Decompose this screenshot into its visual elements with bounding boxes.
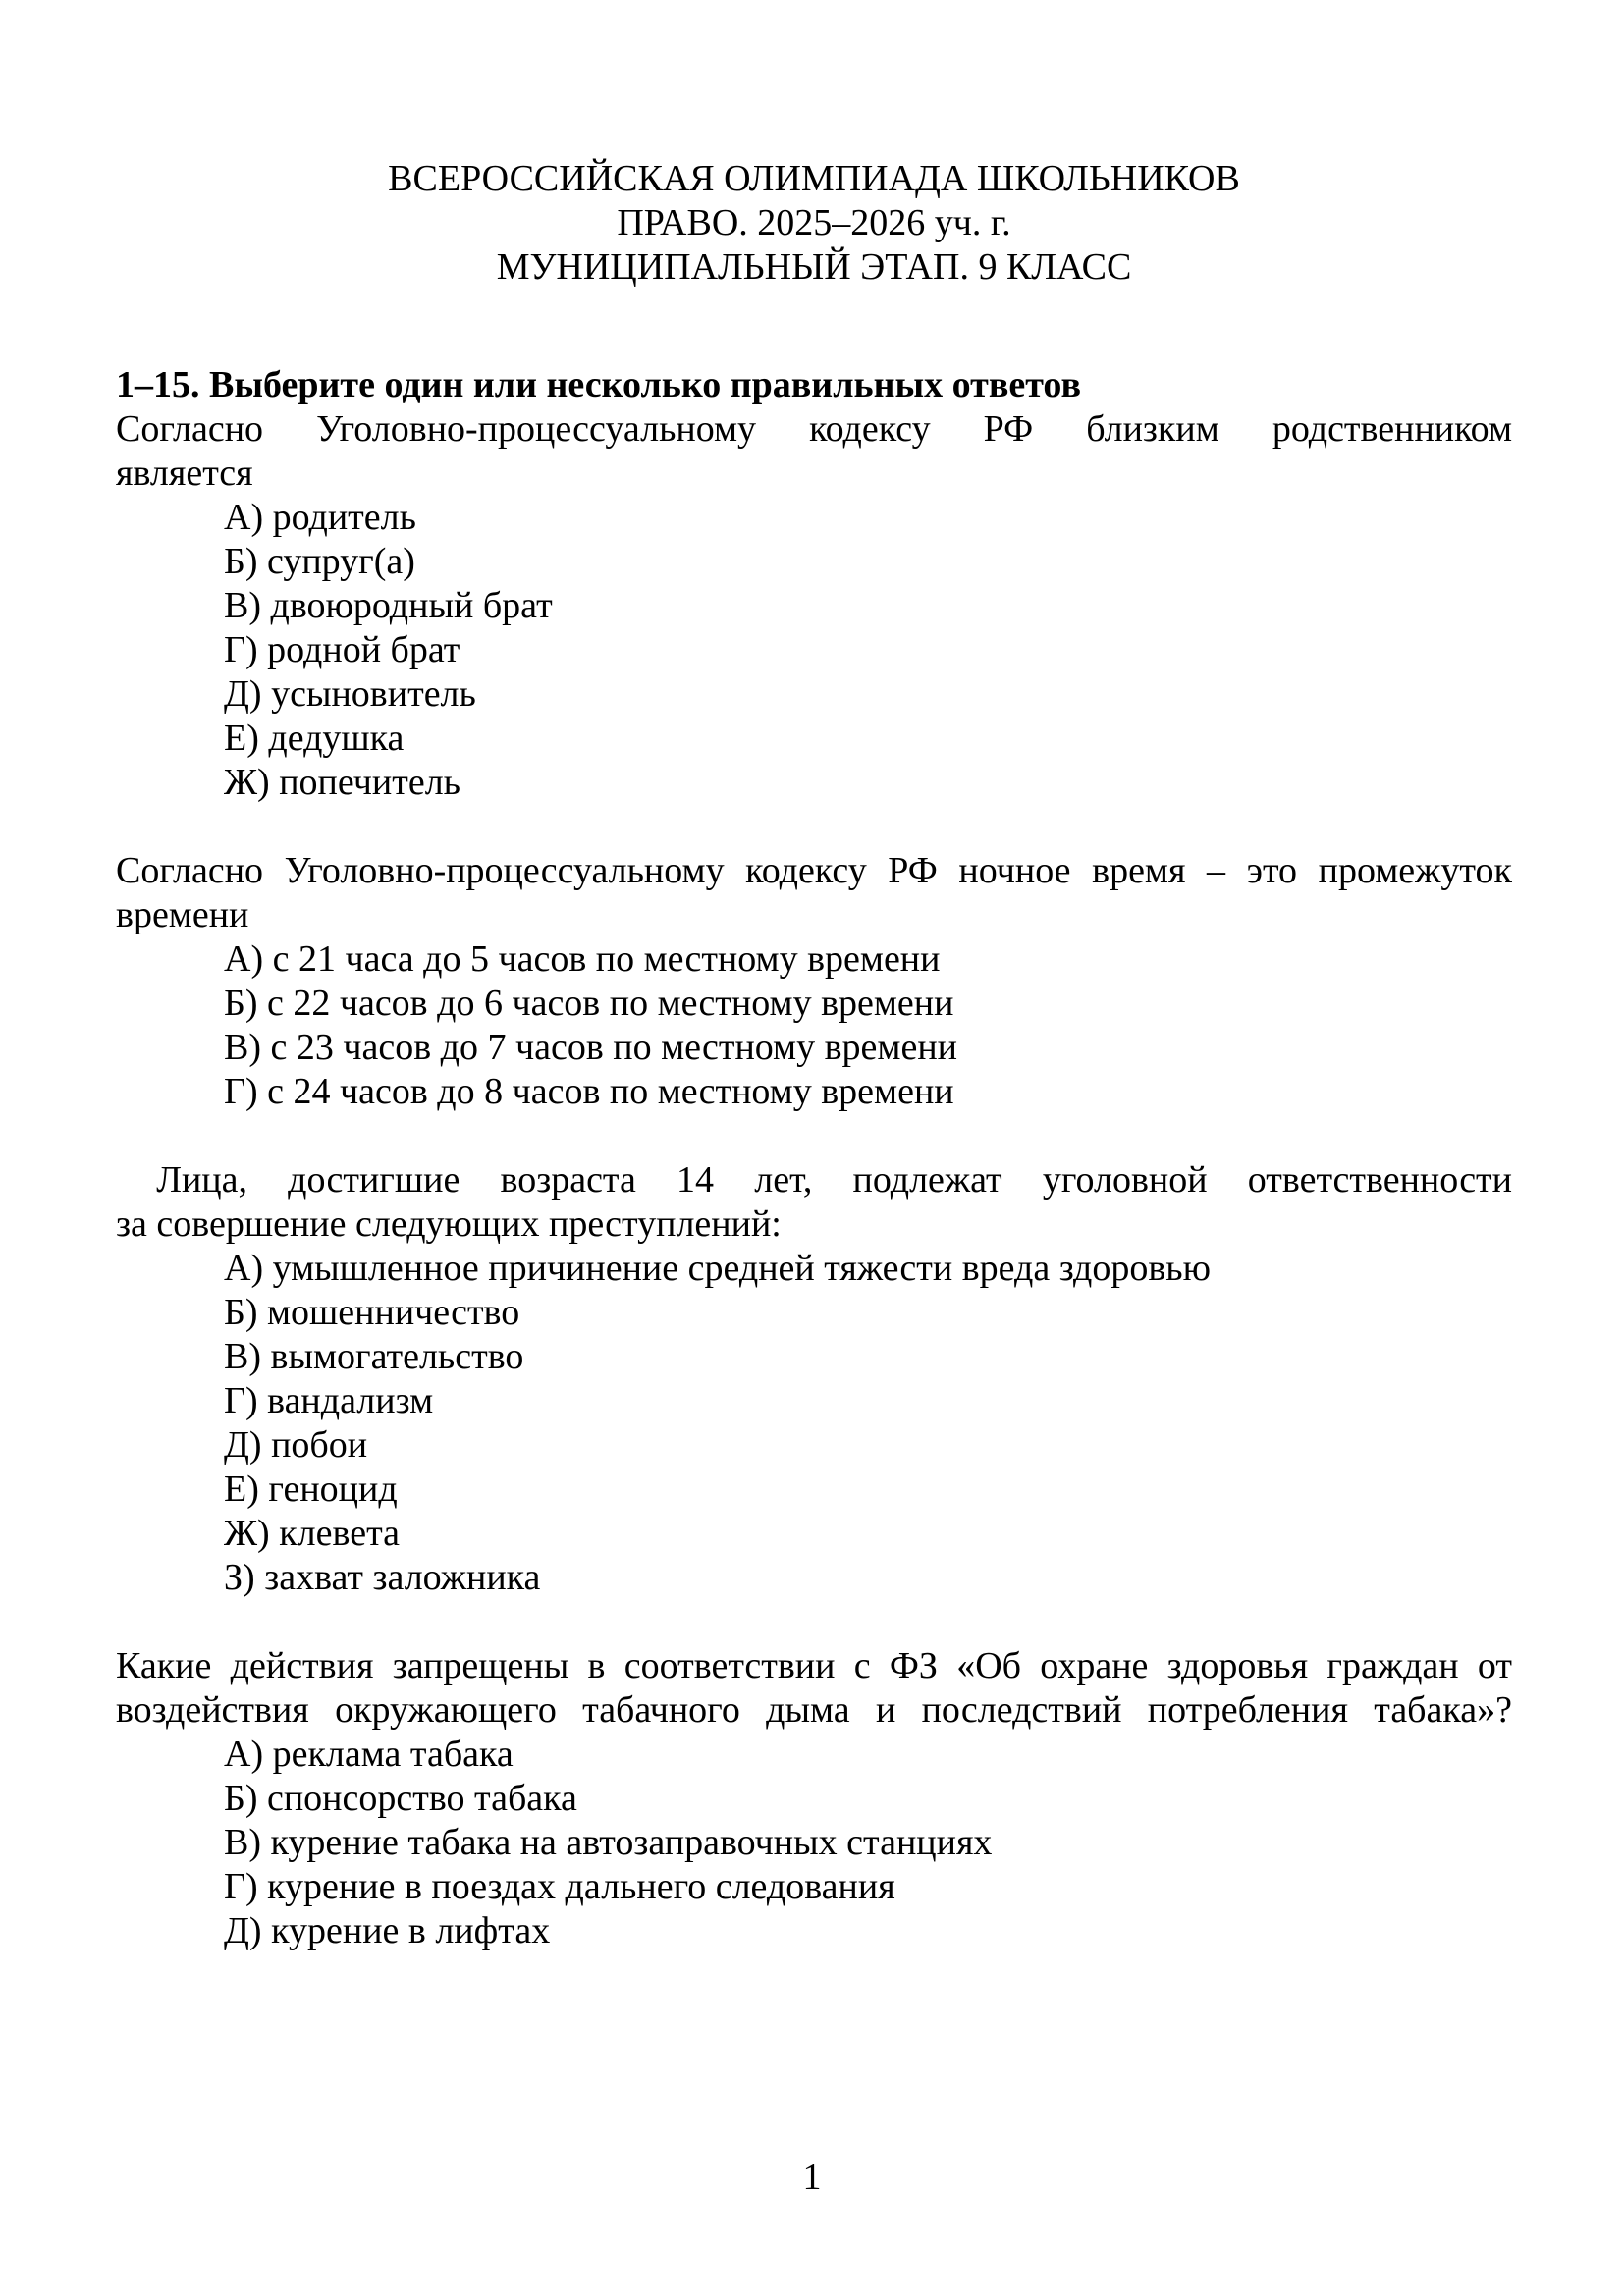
question-3-option-zh: Ж) клевета [224, 1513, 401, 1554]
question-3 [116, 1158, 1512, 1600]
question-3-stem [116, 1158, 1512, 1247]
question-4-option-v: В) курение табака на автозаправочных станциях [224, 1822, 993, 1863]
question-2 [116, 849, 1512, 1114]
header-line-stage-grade: МУНИЦИПАЛЬНЫЙ ЭТАП. 9 КЛАСС [496, 246, 1132, 288]
question-1-options [116, 496, 1512, 805]
document-header [116, 157, 1512, 290]
question-2-option-g: Г) с 24 часов до 8 часов по местному времени [224, 1071, 954, 1112]
question-4-options [116, 1733, 1512, 1953]
question-2-stem-line-1: Согласно Уголовно-процессуальному кодексу РФ ночное время – это промежуток [116, 850, 1512, 891]
question-3-option-e: Е) геноцид [224, 1468, 398, 1510]
question-2-option-b: Б) с 22 часов до 6 часов по местному времени [224, 983, 954, 1024]
question-3-option-a: А) умышленное причинение средней тяжести вреда здоровью [224, 1248, 1212, 1289]
section-heading: 1–15. Выберите один или несколько правильных ответов [116, 364, 1081, 405]
question-3-stem-line-2: за совершение следующих преступлений: [116, 1203, 782, 1245]
question-4-option-g: Г) курение в поездах дальнего следования [224, 1866, 895, 1907]
question-3-option-z: З) захват заложника [224, 1557, 541, 1598]
question-4-option-a: А) реклама табака [224, 1734, 514, 1775]
question-2-stem-line-2: времени [116, 894, 249, 935]
question-1-option-v: В) двоюродный брат [224, 585, 553, 626]
question-2-option-v: В) с 23 часов до 7 часов по местному времени [224, 1027, 957, 1068]
question-3-option-g: Г) вандализм [224, 1380, 434, 1421]
question-gap [116, 1600, 1512, 1644]
question-2-option-a: А) с 21 часа до 5 часов по местному времени [224, 938, 941, 980]
question-3-option-v: В) вымогательство [224, 1336, 524, 1377]
question-3-stem-line-1: Лица, достигшие возраста 14 лет, подлежат уголовной ответственности [116, 1159, 1512, 1201]
question-3-option-d: Д) побои [224, 1424, 368, 1466]
question-4 [116, 1644, 1512, 1953]
question-4-option-b: Б) спонсорство табака [224, 1778, 577, 1819]
question-3-options [116, 1247, 1512, 1600]
question-2-options [116, 937, 1512, 1114]
question-1-stem-line-2: является [116, 453, 253, 494]
question-3-option-b: Б) мошенничество [224, 1292, 520, 1333]
question-4-stem [116, 1644, 1512, 1733]
header-line-olympiad-title: ВСЕРОССИЙСКАЯ ОЛИМПИАДА ШКОЛЬНИКОВ [388, 158, 1240, 199]
question-gap [116, 805, 1512, 849]
question-1-stem-line-1: Согласно Уголовно-процессуальному кодексу РФ близким родственником [116, 408, 1512, 450]
question-1-option-zh: Ж) попечитель [224, 762, 461, 803]
header-line-subject-year: ПРАВО. 2025–2026 уч. г. [617, 202, 1011, 243]
question-1-option-e: Е) дедушка [224, 718, 405, 759]
question-4-stem-line-2: воздействия окружающего табачного дыма и последствий потребления табака»? [116, 1689, 1512, 1731]
question-1-option-g: Г) родной брат [224, 629, 460, 670]
question-2-stem [116, 849, 1512, 937]
page-number: 1 [802, 2157, 822, 2198]
question-1 [116, 407, 1512, 805]
question-4-option-d: Д) курение в лифтах [224, 1910, 551, 1951]
question-1-stem [116, 407, 1512, 496]
question-1-option-b: Б) супруг(а) [224, 541, 415, 582]
question-1-option-d: Д) усыновитель [224, 673, 476, 715]
question-4-stem-line-1: Какие действия запрещены в соответствии с ФЗ «Об охране здоровья граждан от [116, 1645, 1512, 1686]
question-gap [116, 1114, 1512, 1158]
question-1-option-a: А) родитель [224, 497, 416, 538]
